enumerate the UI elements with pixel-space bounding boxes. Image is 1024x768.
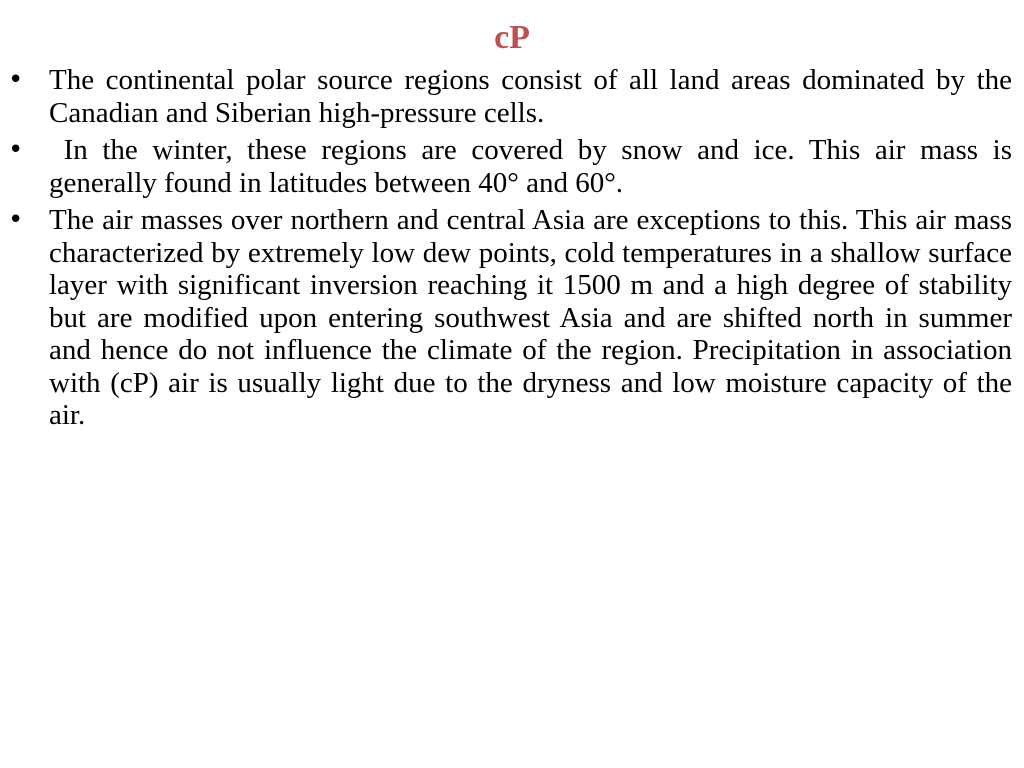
bullet-item-2 <box>8 134 1020 199</box>
bullet-icon: • <box>8 205 24 235</box>
bullet-icon: • <box>8 135 24 165</box>
bullet-list <box>8 64 1020 437</box>
bullet-text-1: The continental polar source regions consist of all land areas dominated by the Canadian and Siberian high-pressure cells. <box>49 64 1012 129</box>
bullet-icon: • <box>8 65 24 95</box>
bullet-text-2: In the winter, these regions are covered by snow and ice. This air mass is generally found in latitudes between 40° and 60°. <box>49 134 1020 199</box>
bullet-item-1 <box>8 64 1012 129</box>
bullet-text-3: The air masses over northern and central Asia are exceptions to this. This air mass characterized by extremely low dew points, cold temperatures in a shallow surface layer with significant inversion reaching it 1500 m and a high degree of stability but are modified upon entering southwest Asia and are shifted north in summer and hence do not influence the climate of the region. Precipitation in association with (cP) air is usually light due to the dryness and low moisture capacity of the air. <box>49 204 1012 431</box>
bullet-item-3 <box>8 204 1012 432</box>
slide-title: cP <box>494 19 530 56</box>
